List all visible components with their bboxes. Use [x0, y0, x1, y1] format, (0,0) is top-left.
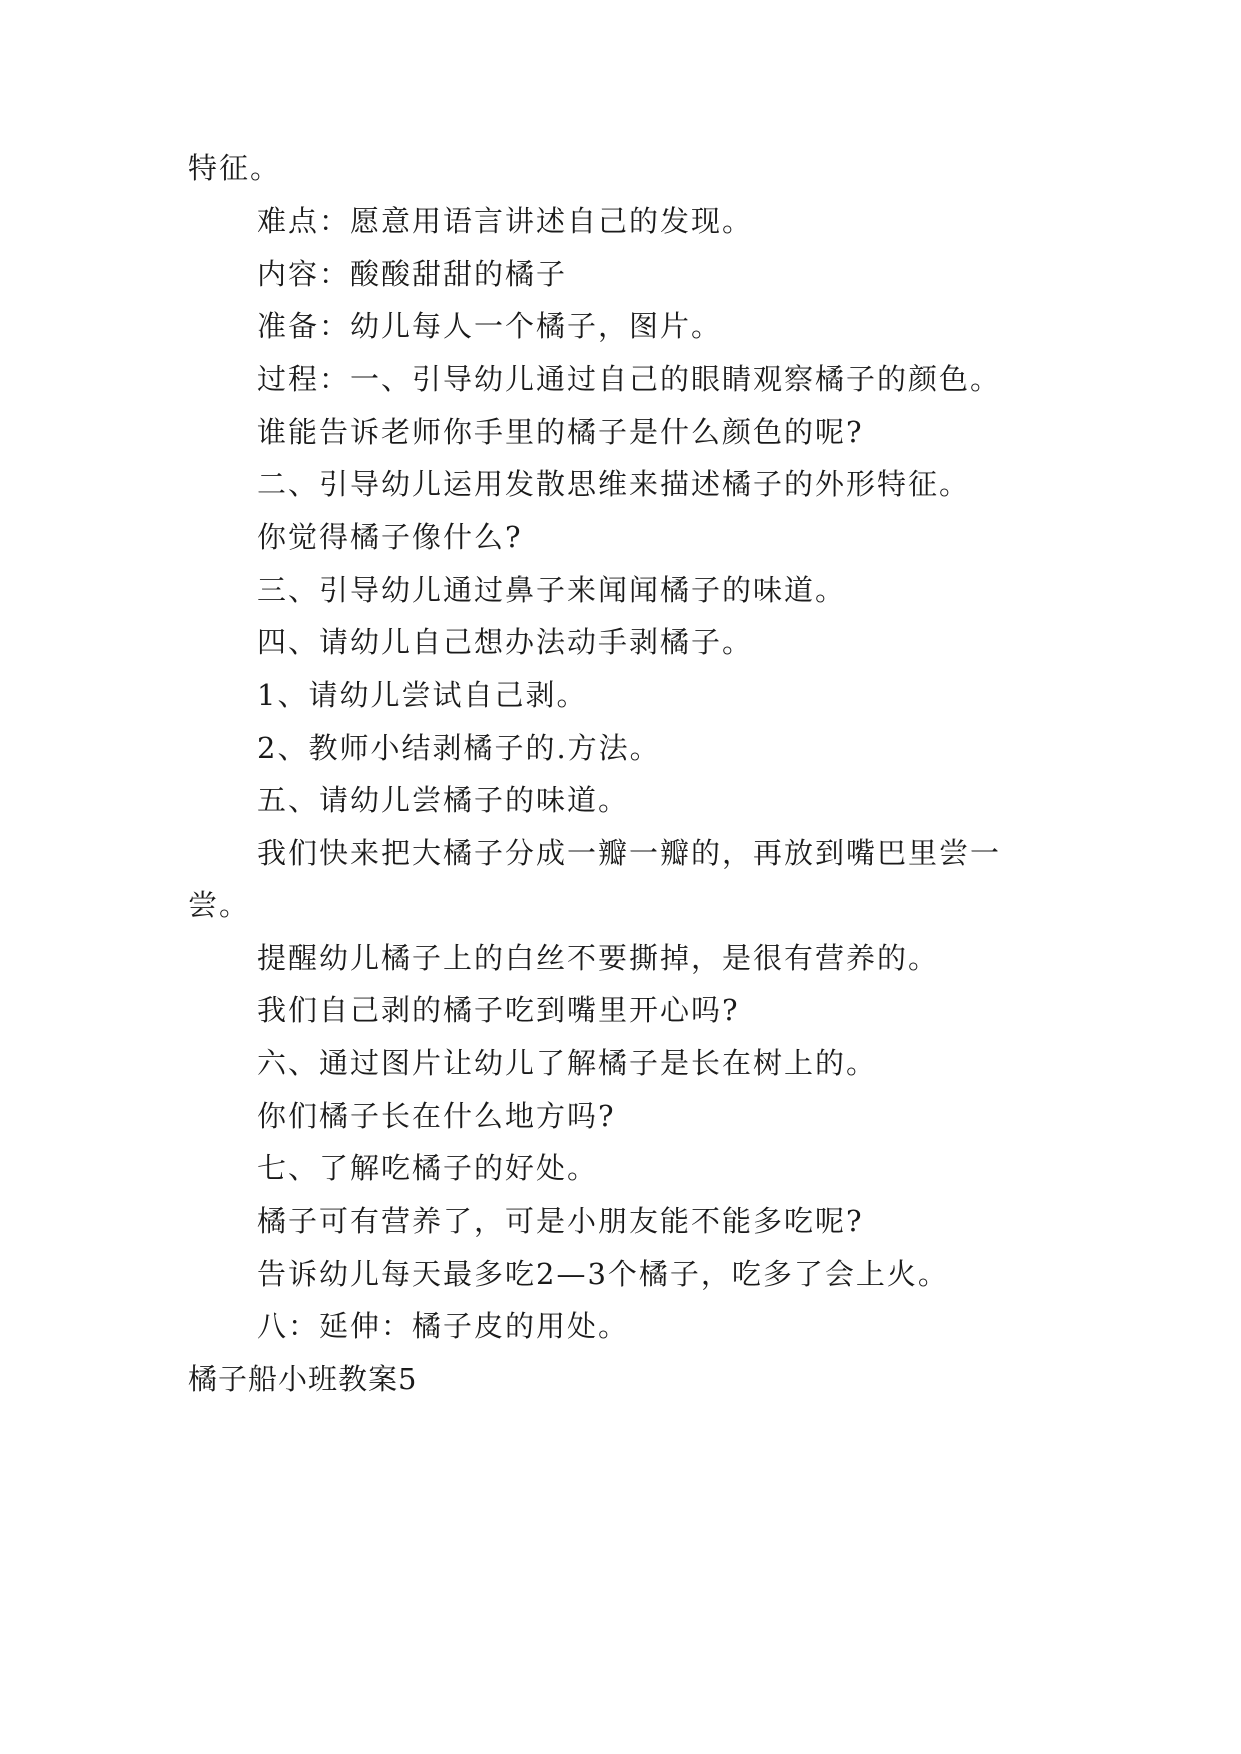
content-line: 内容：酸酸甜甜的橘子 — [257, 257, 568, 291]
process-step-5: 五、请幼儿尝橘子的味道。 — [257, 783, 630, 817]
question-line: 橘子可有营养了，可是小朋友能不能多吃呢? — [257, 1204, 864, 1238]
body-line: 告诉幼儿每天最多吃2—3个橘子，吃多了会上火。 — [257, 1257, 949, 1291]
body-line: 我们快来把大橘子分成一瓣一瓣的，再放到嘴巴里尝一 — [257, 836, 1002, 870]
process-step-1: 过程：一、引导幼儿通过自己的眼睛观察橘子的颜色。 — [257, 362, 1002, 396]
process-step-6: 六、通过图片让幼儿了解橘子是长在树上的。 — [257, 1046, 878, 1080]
paragraph-continuation: 特征。 — [188, 151, 282, 185]
body-line: 提醒幼儿橘子上的白丝不要撕掉，是很有营养的。 — [257, 941, 940, 975]
process-step-3: 三、引导幼儿通过鼻子来闻闻橘子的味道。 — [257, 573, 847, 607]
section-heading: 橘子船小班教案5 — [188, 1362, 418, 1396]
sub-step-1: 1、请幼儿尝试自己剥。 — [257, 678, 588, 712]
process-step-2: 二、引导幼儿运用发散思维来描述橘子的外形特征。 — [257, 467, 971, 501]
question-line: 我们自己剥的橘子吃到嘴里开心吗? — [257, 993, 740, 1027]
preparation-line: 准备：幼儿每人一个橘子，图片。 — [257, 309, 723, 343]
question-line: 你们橘子长在什么地方吗? — [257, 1099, 616, 1133]
process-step-7: 七、了解吃橘子的好处。 — [257, 1151, 599, 1185]
body-line-wrap: 尝。 — [188, 888, 251, 922]
process-step-8: 八：延伸：橘子皮的用处。 — [257, 1309, 630, 1343]
sub-step-2: 2、教师小结剥橘子的.方法。 — [257, 731, 661, 765]
difficulty-line: 难点：愿意用语言讲述自己的发现。 — [257, 204, 754, 238]
question-line: 谁能告诉老师你手里的橘子是什么颜色的呢? — [257, 415, 864, 449]
process-step-4: 四、请幼儿自己想办法动手剥橘子。 — [257, 625, 754, 659]
question-line: 你觉得橘子像什么? — [257, 520, 523, 554]
